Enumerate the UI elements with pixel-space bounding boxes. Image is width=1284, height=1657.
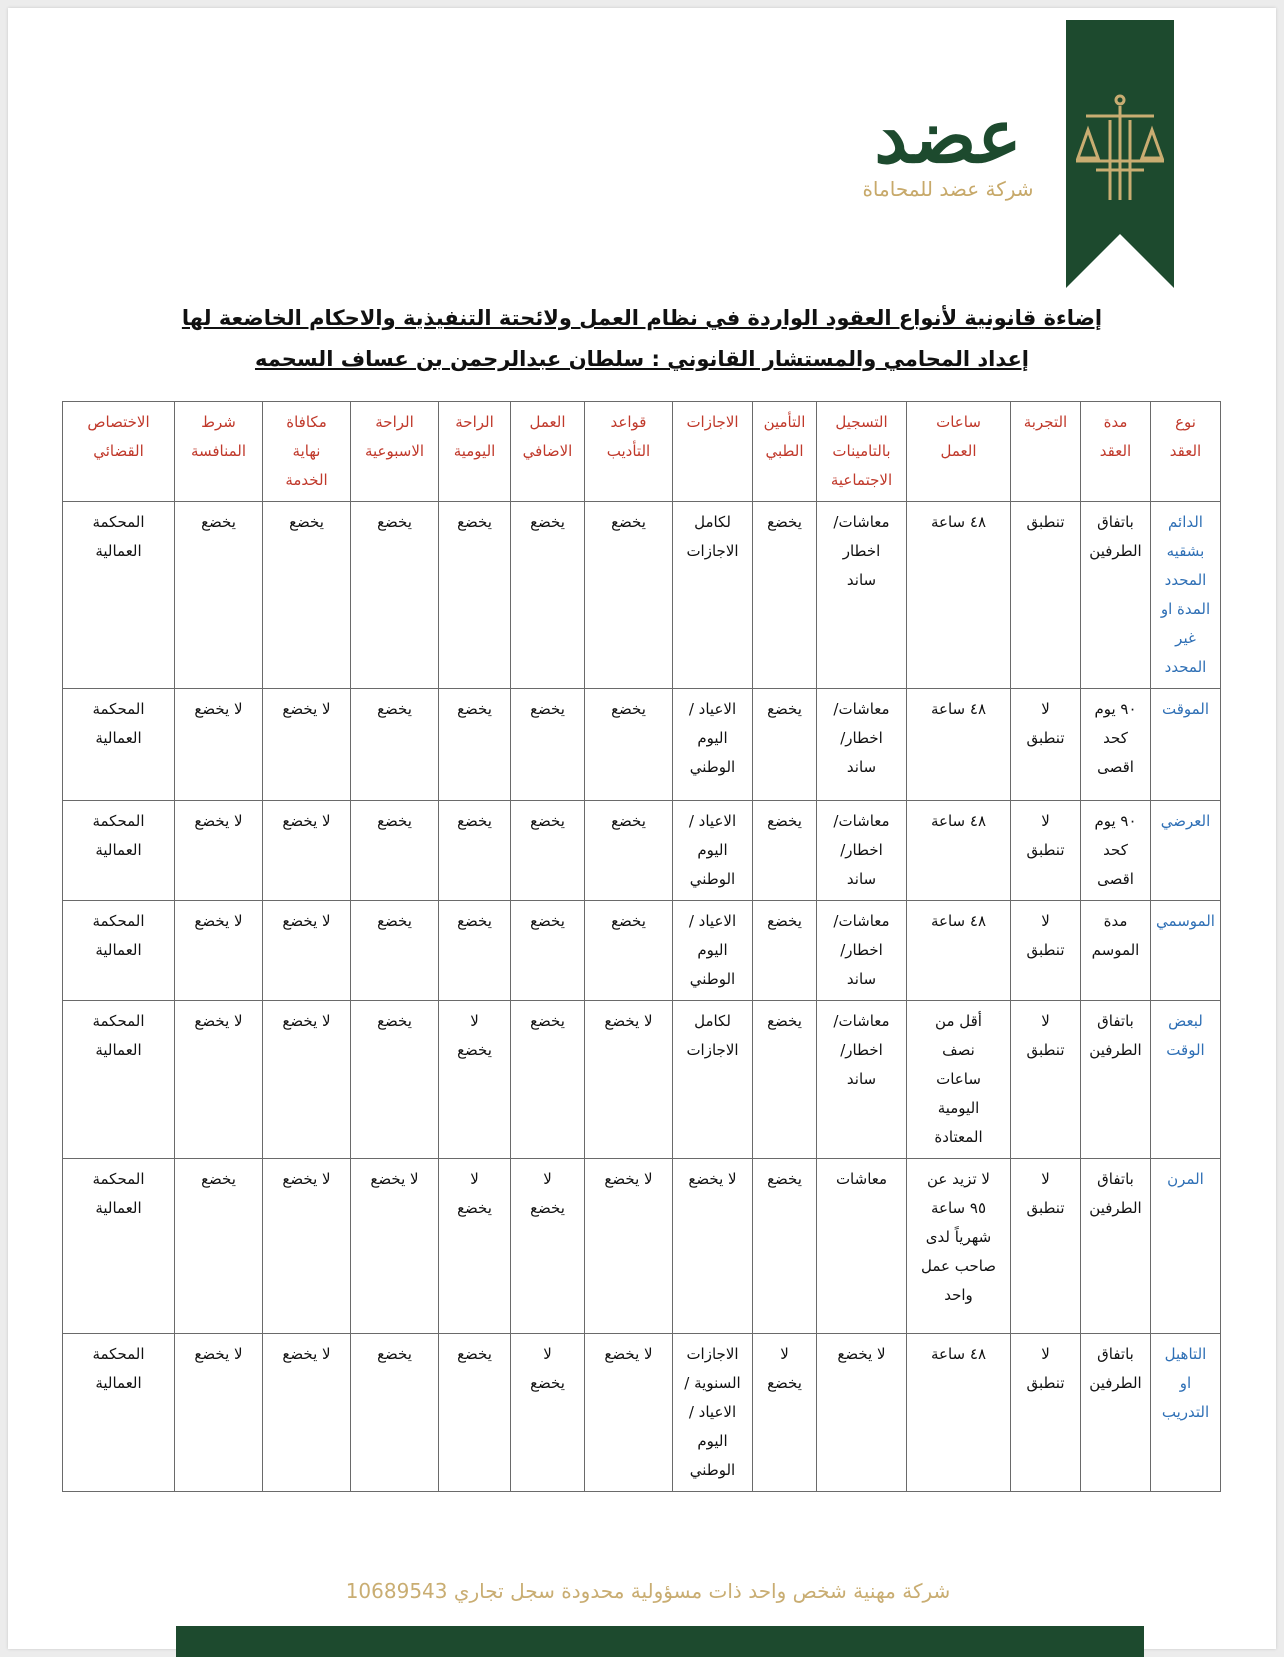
table-cell: لا تنطبق <box>1011 801 1081 901</box>
footer-text: شركة مهنية شخص واحد ذات مسؤولية محدودة سجل تجاري 10689543 <box>345 1579 951 1603</box>
table-header-row <box>63 402 1221 502</box>
column-header: نوع العقد <box>1151 402 1221 502</box>
table-cell: يخضع <box>511 502 585 689</box>
table-cell: يخضع <box>511 801 585 901</box>
table-row <box>63 689 1221 801</box>
contract-type-cell: المرن <box>1151 1159 1221 1334</box>
table-row <box>63 801 1221 901</box>
column-header: التأمين الطبي <box>753 402 817 502</box>
table-cell: المحكمة العمالية <box>63 502 175 689</box>
table-cell: يخضع <box>753 689 817 801</box>
table-cell: معاشات/ اخطار ساند <box>817 502 907 689</box>
contract-type-cell: التاهيل او التدريب <box>1151 1334 1221 1492</box>
table-cell: لا يخضع <box>351 1159 439 1334</box>
table-cell: يخضع <box>439 502 511 689</box>
table-cell: لا يخضع <box>263 801 351 901</box>
table-cell: معاشات/ اخطار/ ساند <box>817 801 907 901</box>
table-cell: المحكمة العمالية <box>63 1159 175 1334</box>
table-cell: يخضع <box>439 901 511 1001</box>
column-header: التجربة <box>1011 402 1081 502</box>
table-cell: يخضع <box>585 801 673 901</box>
table-cell: يخضع <box>753 901 817 1001</box>
column-header: التسجيل بالتامينات الاجتماعية <box>817 402 907 502</box>
table-cell: لا يخضع <box>263 901 351 1001</box>
document-title: إضاءة قانونية لأنواع العقود الواردة في نظام العمل ولائحتة التنفيذية والاحكام الخاضعة لها <box>181 306 1103 330</box>
table-cell: لا يخضع <box>673 1159 753 1334</box>
table-cell: المحكمة العمالية <box>63 1001 175 1159</box>
table-cell: لا تزيد عن ٩٥ ساعة شهرياً لدى صاحب عمل واحد <box>907 1159 1011 1334</box>
column-header: الراحة اليومية <box>439 402 511 502</box>
table-cell: يخضع <box>351 801 439 901</box>
table-cell: لا يخضع <box>585 1159 673 1334</box>
contracts-table <box>62 401 1221 1492</box>
table-cell: لا تنطبق <box>1011 901 1081 1001</box>
brand-name: عضد <box>874 94 1022 180</box>
table-cell: يخضع <box>439 689 511 801</box>
table-cell: معاشات <box>817 1159 907 1334</box>
table-cell: لا يخضع <box>175 1334 263 1492</box>
contract-type-cell: الدائم بشقيه المحدد المدة او غير المحدد <box>1151 502 1221 689</box>
table-cell: المحكمة العمالية <box>63 901 175 1001</box>
table-cell: لا يخضع <box>175 689 263 801</box>
table-cell: يخضع <box>439 801 511 901</box>
table-cell: لا يخضع <box>585 1001 673 1159</box>
table-cell: يخضع <box>511 1001 585 1159</box>
table-row <box>63 1159 1221 1334</box>
table-cell: الاعياد / اليوم الوطني <box>673 901 753 1001</box>
table-cell: ٩٠ يوم كحد اقصى <box>1081 801 1151 901</box>
table-cell: باتفاق الطرفين <box>1081 502 1151 689</box>
table-cell: يخضع <box>585 689 673 801</box>
table-cell: ٤٨ ساعة <box>907 1334 1011 1492</box>
table-cell: يخضع <box>351 502 439 689</box>
table-cell: مدة الموسم <box>1081 901 1151 1001</box>
column-header: العمل الاضافي <box>511 402 585 502</box>
table-cell: معاشات/ اخطار/ ساند <box>817 1001 907 1159</box>
table-cell: معاشات/ اخطار/ ساند <box>817 689 907 801</box>
table-cell: يخضع <box>175 502 263 689</box>
table-cell: ٤٨ ساعة <box>907 901 1011 1001</box>
column-header: مدة العقد <box>1081 402 1151 502</box>
table-cell: يخضع <box>263 502 351 689</box>
table-cell: الاعياد / اليوم الوطني <box>673 801 753 901</box>
table-cell: أقل من نصف ساعات اليومية المعتادة <box>907 1001 1011 1159</box>
table-cell: لا يخضع <box>439 1159 511 1334</box>
table-cell: المحكمة العمالية <box>63 1334 175 1492</box>
table-cell: لكامل الاجازات <box>673 1001 753 1159</box>
table-cell: لا يخضع <box>263 689 351 801</box>
table-cell: ٤٨ ساعة <box>907 801 1011 901</box>
column-header: مكافاة نهاية الخدمة <box>263 402 351 502</box>
table-cell: لا يخضع <box>753 1334 817 1492</box>
table-cell: يخضع <box>175 1159 263 1334</box>
scales-ribbon-logo <box>1066 20 1174 288</box>
table-cell: يخضع <box>351 901 439 1001</box>
table-cell: لا يخضع <box>817 1334 907 1492</box>
table-cell: ٤٨ ساعة <box>907 502 1011 689</box>
table-cell: يخضع <box>753 801 817 901</box>
table-cell: لا يخضع <box>175 901 263 1001</box>
table-cell: يخضع <box>753 1001 817 1159</box>
table-row <box>63 1334 1221 1492</box>
column-header: قواعد التأديب <box>585 402 673 502</box>
table-row <box>63 901 1221 1001</box>
table-cell: تنطبق <box>1011 502 1081 689</box>
table-cell: الاعياد / اليوم الوطني <box>673 689 753 801</box>
table-cell: الاجازات السنوية / الاعياد / اليوم الوطني <box>673 1334 753 1492</box>
table-cell: يخضع <box>585 901 673 1001</box>
brand-subtitle: شركة عضد للمحاماة <box>862 177 1034 201</box>
table-cell: معاشات/ اخطار/ ساند <box>817 901 907 1001</box>
table-cell: ٤٨ ساعة <box>907 689 1011 801</box>
table-cell: المحكمة العمالية <box>63 689 175 801</box>
table-cell: لا تنطبق <box>1011 689 1081 801</box>
table-row <box>63 1001 1221 1159</box>
table-body <box>63 502 1221 1492</box>
table-cell: يخضع <box>351 689 439 801</box>
brand-logo <box>848 93 1048 223</box>
table-cell: يخضع <box>753 502 817 689</box>
table-cell: لا يخضع <box>175 801 263 901</box>
table-cell: لا يخضع <box>263 1159 351 1334</box>
column-header: ساعات العمل <box>907 402 1011 502</box>
footer-bar <box>176 1626 1144 1657</box>
table-cell: يخضع <box>511 689 585 801</box>
table-cell: لا يخضع <box>263 1001 351 1159</box>
table-cell: يخضع <box>351 1001 439 1159</box>
table-cell: يخضع <box>511 901 585 1001</box>
table-cell: لا تنطبق <box>1011 1159 1081 1334</box>
table-cell: ٩٠ يوم كحد اقصى <box>1081 689 1151 801</box>
table-cell: لا تنطبق <box>1011 1334 1081 1492</box>
column-header: الاختصاص القضائي <box>63 402 175 502</box>
table-cell: لا يخضع <box>263 1334 351 1492</box>
table-cell: لا تنطبق <box>1011 1001 1081 1159</box>
contract-type-cell: الموسمي <box>1151 901 1221 1001</box>
document-author: إعداد المحامي والمستشار القانوني : سلطان عبدالرحمن بن عساف السحمه <box>254 347 1030 371</box>
table-cell: باتفاق الطرفين <box>1081 1159 1151 1334</box>
contract-type-cell: لبعض الوقت <box>1151 1001 1221 1159</box>
table-cell: باتفاق الطرفين <box>1081 1001 1151 1159</box>
table-cell: لا يخضع <box>511 1334 585 1492</box>
table-cell: يخضع <box>351 1334 439 1492</box>
table-row <box>63 502 1221 689</box>
table-cell: لا يخضع <box>585 1334 673 1492</box>
table-cell: لا يخضع <box>439 1001 511 1159</box>
column-header: شرط المنافسة <box>175 402 263 502</box>
contract-type-cell: العرضي <box>1151 801 1221 901</box>
table-cell: باتفاق الطرفين <box>1081 1334 1151 1492</box>
table-cell: يخضع <box>585 502 673 689</box>
column-header: الاجازات <box>673 402 753 502</box>
contract-type-cell: الموقت <box>1151 689 1221 801</box>
column-header: الراحة الاسبوعية <box>351 402 439 502</box>
table-cell: يخضع <box>439 1334 511 1492</box>
table-cell: المحكمة العمالية <box>63 801 175 901</box>
table-cell: لكامل الاجازات <box>673 502 753 689</box>
table-cell: لا يخضع <box>175 1001 263 1159</box>
table-cell: لا يخضع <box>511 1159 585 1334</box>
table-cell: يخضع <box>753 1159 817 1334</box>
